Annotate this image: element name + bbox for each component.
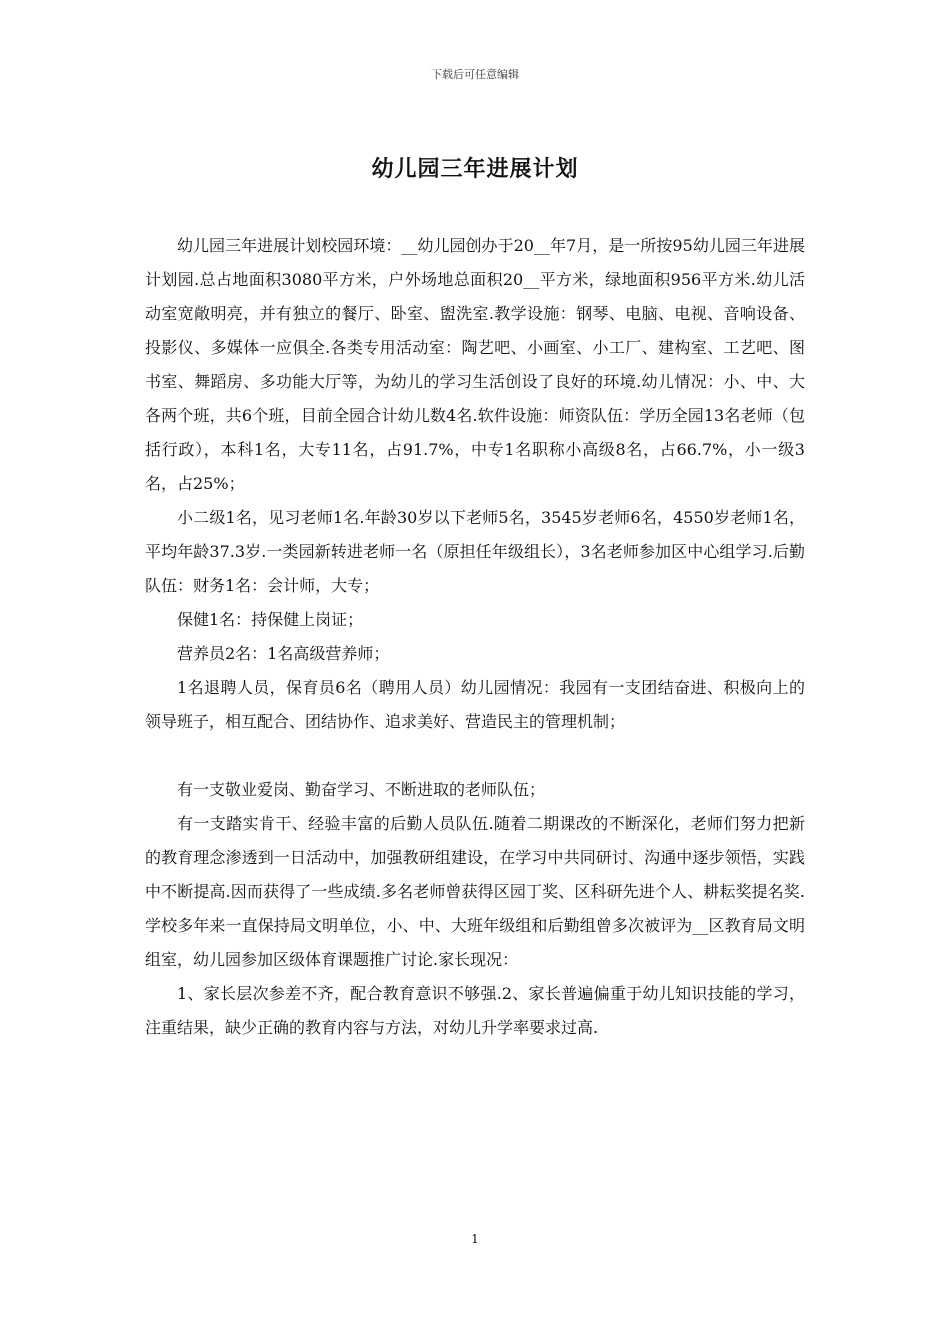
paragraph-health-care: 保健1名：持保健上岗证； xyxy=(177,610,364,629)
document-title: 幼儿园三年进展计划 xyxy=(371,157,579,182)
paragraph-parents: 1、家长层次参差不齐，配合教育意识不够强.2、家长普遍偏重于幼儿知识技能的学习，注重结果，缺少正确的教育内容与方法，对幼儿升学率要求过高. xyxy=(145,984,805,1037)
paragraph-leadership: 1名退聘人员，保育员6名（聘用人员）幼儿园情况：我园有一支团结奋进、积极向上的领导班子，相互配合、团结协作、追求美好、营造民主的管理机制； xyxy=(145,678,805,731)
page-number: 1 xyxy=(471,1232,479,1246)
paragraph-staff-age: 小二级1名，见习老师1名.年龄30岁以下老师5名，3545岁老师6名，4550岁老师1名，平均年龄37.3岁.一类园新转进老师一名（原担任年级组长），3名老师参加区中心组学习.后勤队伍：财务1名：会计师，大专； xyxy=(145,508,805,595)
paragraph-campus-environment: 幼儿园三年进展计划校园环境：__幼儿园创办于20__年7月，是一所按95幼儿园三年进展计划园.总占地面积3080平方米，户外场地总面积20__平方米，绿地面积956平方米.幼儿活动室宽敞明亮，并有独立的餐厅、卧室、盥洗室.教学设施：钢琴、电脑、电视、音响设备、投影仪、多媒体一应俱全.各类专用活动室：陶艺吧、小画室、小工厂、建构室、工艺吧、图书室、舞蹈房、多功能大厅等，为幼儿的学习生活创设了良好的环境.幼儿情况：小、中、大各两个班，共6个班，目前全园合计幼儿数4名.软件设施：师资队伍：学历全园13名老师（包括行政），本科1名，大专11名，占91.7%，中专1名职称小高级8名，占66.7%，小一级3名，占25%； xyxy=(145,236,805,493)
paragraph-logistics-team: 有一支踏实肯干、经验丰富的后勤人员队伍.随着二期课改的不断深化，老师们努力把新的教育理念渗透到一日活动中，加强教研组建设，在学习中共同研讨、沟通中逐步领悟，实践中不断提高.因而获得了一些成绩.多名老师曾获得区园丁奖、区科研先进个人、耕耘奖提名奖.学校多年来一直保持局文明单位，小、中、大班年级组和后勤组曾多次被评为__区教育局文明组室，幼儿园参加区级体育课题推广讨论.家长现况： xyxy=(145,814,805,969)
paragraph-teacher-team: 有一支敬业爱岗、勤奋学习、不断进取的老师队伍； xyxy=(177,780,546,799)
document-body xyxy=(145,229,805,1045)
header-note: 下载后可任意编辑 xyxy=(431,68,519,81)
paragraph-nutrition: 营养员2名：1名高级营养师； xyxy=(177,644,390,663)
